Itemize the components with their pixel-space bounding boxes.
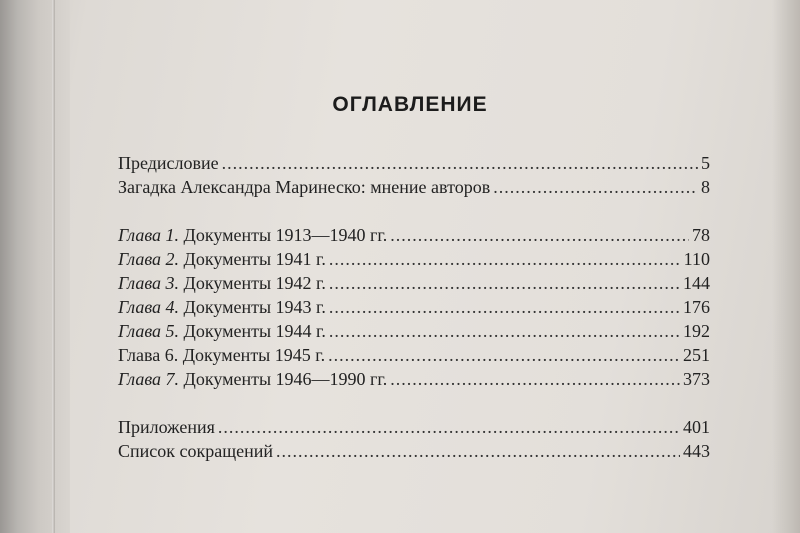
toc-entry-appendices: [118, 415, 710, 439]
toc-entry-chapter-3: [118, 271, 710, 295]
toc-entry-label: Глава 6. Документы 1945 г.: [118, 345, 326, 365]
page-edge: [772, 0, 800, 533]
toc-entry-chapter-2: [118, 247, 710, 271]
toc-leader-dots: [329, 319, 680, 343]
toc-page-number: 373: [683, 369, 710, 389]
toc-page-number: 401: [683, 417, 710, 437]
toc-page-number: 144: [683, 273, 710, 293]
toc-entry-chapter-7: [118, 367, 710, 391]
toc-entry-abbreviations: [118, 439, 710, 463]
book-spine-fold: [52, 0, 55, 533]
toc-entry-label: Загадка Александра Маринеско: мнение авторов: [118, 177, 491, 197]
toc-leader-dots: [329, 271, 680, 295]
toc-leader-dots: [390, 367, 680, 391]
toc-page-number: 78: [692, 225, 710, 245]
toc-page-number: 110: [683, 249, 710, 269]
toc-entry-label: Список сокращений: [118, 441, 273, 461]
toc-leader-dots: [328, 343, 680, 367]
toc-entry-label: Приложения: [118, 417, 215, 437]
toc-entry-label: Глава 7. Документы 1946—1990 гг.: [118, 369, 388, 389]
toc-entry-chapter-5: [118, 319, 710, 343]
toc-entry-preface: [118, 151, 710, 175]
toc-entry-label: Глава 3. Документы 1942 г.: [118, 273, 326, 293]
toc-entry-chapter-1: [118, 223, 710, 247]
toc-page-number: 5: [701, 153, 710, 173]
toc-leader-dots: [329, 295, 680, 319]
toc-page-number: 176: [683, 297, 710, 317]
toc-entry-chapter-4: [118, 295, 710, 319]
toc-leader-dots: [222, 151, 698, 175]
toc-leader-dots: [493, 175, 698, 199]
toc-page-number: 251: [683, 345, 710, 365]
toc-page-number: 8: [701, 177, 710, 197]
book-spine-shadow: [0, 0, 70, 533]
toc-entry-label: Глава 5. Документы 1944 г.: [118, 321, 326, 341]
toc-leader-dots: [218, 415, 680, 439]
toc-page-number: 192: [683, 321, 710, 341]
page-title: ОГЛАВЛЕНИЕ: [332, 93, 488, 116]
toc-leader-dots: [276, 439, 680, 463]
toc-entry-label: Глава 1. Документы 1913—1940 гг.: [118, 225, 388, 245]
toc-page-number: 443: [683, 441, 710, 461]
toc-entry-label: Глава 2. Документы 1941 г.: [118, 249, 326, 269]
toc-entry-marinesko: [118, 175, 710, 199]
toc-leader-dots: [329, 247, 681, 271]
toc-entry-chapter-6: [118, 343, 710, 367]
toc-entry-label: Глава 4. Документы 1943 г.: [118, 297, 326, 317]
toc-leader-dots: [390, 223, 689, 247]
toc-entry-label: Предисловие: [118, 153, 219, 173]
